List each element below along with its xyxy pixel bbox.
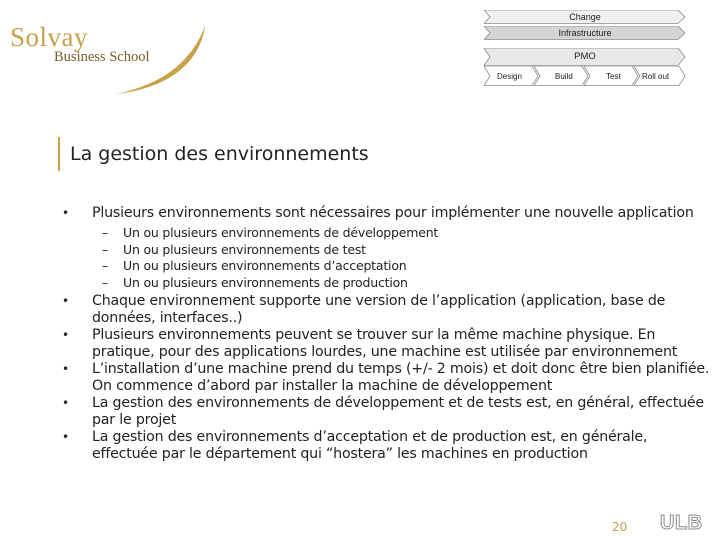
sub-item-text: Un ou plusieurs environnements d’acceptation xyxy=(123,258,407,273)
solvay-logo xyxy=(10,22,210,102)
bullet-marker: • xyxy=(62,328,69,342)
sub-item xyxy=(62,258,712,275)
bullet-marker: • xyxy=(62,396,69,410)
bullet-text: Plusieurs environnements sont nécessaires pour implémenter une nouvelle application xyxy=(92,205,694,221)
slide-title: La gestion des environnements xyxy=(70,143,369,165)
bullet-item xyxy=(62,205,712,222)
phase-pmo xyxy=(484,48,686,66)
title-accent-bar xyxy=(58,137,60,171)
logo-name: Solvay xyxy=(10,22,89,52)
dash-marker: – xyxy=(102,258,109,273)
bullet-item xyxy=(62,327,712,361)
phase-change xyxy=(484,10,686,24)
phase-infrastructure xyxy=(484,26,686,40)
bullet-marker: • xyxy=(62,362,69,376)
dash-marker: – xyxy=(102,225,109,240)
phase-change-label: Change xyxy=(569,12,601,22)
sub-item xyxy=(62,225,712,242)
bullet-text: L’installation d’une machine prend du temps (+/- 2 mois) et doit donc être bien planifiée. On commence d’abord par installer la machine de développement xyxy=(92,361,710,394)
page-number: 20 xyxy=(612,520,628,534)
bullet-item xyxy=(62,293,712,327)
bullet-item xyxy=(62,429,712,463)
stage-rollout: Roll out xyxy=(642,72,670,81)
dash-marker: – xyxy=(102,274,109,290)
stage-build: Build xyxy=(555,72,573,81)
bullet-marker: • xyxy=(62,430,69,444)
stage-design: Design xyxy=(497,72,522,81)
ulb-logo: ULB xyxy=(660,512,703,534)
bullet-list xyxy=(62,205,712,463)
bullet-marker: • xyxy=(62,294,69,308)
sub-item-text: Un ou plusieurs environnements de production xyxy=(123,274,408,290)
bullet-text: La gestion des environnements d’acceptation et de production est, en générale, effectuée par le département qui “hostera” les machines en production xyxy=(92,429,648,462)
stage-test: Test xyxy=(606,72,621,81)
sub-item-text: Un ou plusieurs environnements de développement xyxy=(123,225,439,240)
bullet-item xyxy=(62,395,712,429)
phase-stages xyxy=(484,66,686,86)
sub-item-text: Un ou plusieurs environnements de test xyxy=(123,241,366,257)
bullet-item xyxy=(62,361,712,395)
logo-subtitle: Business School xyxy=(54,49,150,65)
bullet-marker: • xyxy=(62,206,69,220)
dash-marker: – xyxy=(102,241,109,257)
sub-list xyxy=(62,225,712,291)
sub-item xyxy=(62,242,712,259)
bullet-text: Plusieurs environnements peuvent se trouver sur la même machine physique. En pratique, pour des applications lourdes, une machine est utilisée par environnement xyxy=(92,327,678,360)
phase-infrastructure-label: Infrastructure xyxy=(558,28,612,38)
logo-swoosh-icon xyxy=(110,22,210,102)
phase-pmo-label: PMO xyxy=(574,51,596,62)
bullet-text: Chaque environnement supporte une version de l’application (application, base de données, interfaces..) xyxy=(92,293,666,326)
bullet-text: La gestion des environnements de développement et de tests est, en général, effectuée par le projet xyxy=(92,395,704,428)
sub-item xyxy=(62,275,712,292)
